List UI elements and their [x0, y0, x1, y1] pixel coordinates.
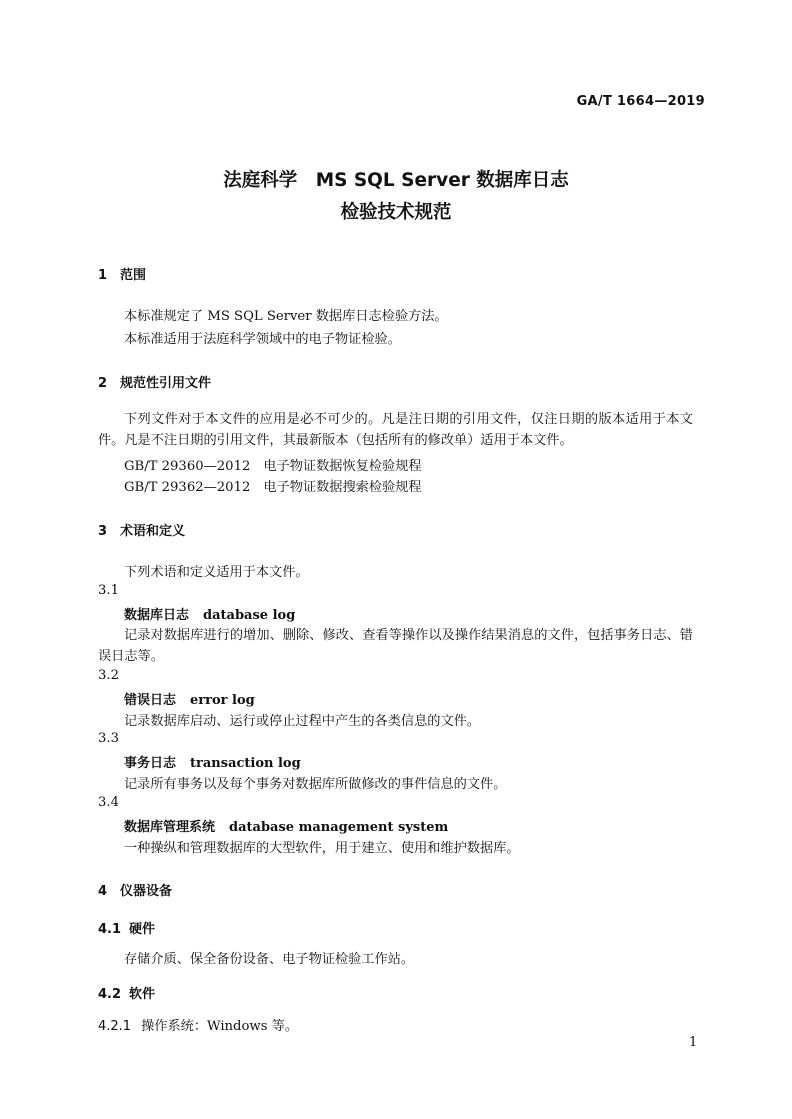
reference-1: [124, 455, 422, 474]
section-title: 软件: [129, 987, 156, 1002]
term-3-1: [124, 604, 295, 623]
section-number: 3: [98, 524, 108, 539]
page-number: 1: [689, 1035, 698, 1050]
term-zh: 错误日志: [124, 693, 177, 708]
section-title: 硬件: [129, 922, 156, 937]
section-4-2-1: [98, 1015, 298, 1034]
section-title: 规范性引用文件: [120, 376, 212, 391]
term-3-3-number: 3.3: [98, 731, 119, 746]
term-3-1-number: 3.1: [98, 583, 119, 598]
term-en: error log: [190, 693, 255, 708]
section-title: 范围: [120, 268, 147, 283]
term-3-2-definition: 记录数据库启动、运行或停止过程中产生的各类信息的文件。: [124, 714, 481, 729]
term-zh: 数据库管理系统: [124, 820, 216, 835]
reference-code: GB/T 29362—2012: [124, 480, 251, 495]
section-number: 1: [98, 268, 108, 283]
section-title: 仪器设备: [120, 884, 173, 899]
term-zh: 数据库日志: [124, 608, 190, 623]
section-2-intro: 下列文件对于本文件的应用是必不可少的。凡是注日期的引用文件，仅注日期的版本适用于本文件。凡是不注日期的引用文件，其最新版本（包括所有的修改单）适用于本文件。: [98, 412, 693, 448]
standard-code: GA/T 1664—2019: [576, 94, 705, 109]
reference-title: 电子物证数据搜索检验规程: [263, 480, 422, 495]
reference-2: [124, 476, 422, 495]
section-1-paragraph-2: 本标准适用于法庭科学领域中的电子物证检验。: [124, 332, 401, 347]
term-3-4-definition: 一种操纵和管理数据库的大型软件，用于建立、使用和维护数据库。: [124, 841, 520, 856]
section-3-intro: 下列术语和定义适用于本文件。: [124, 565, 309, 580]
term-3-3: [124, 752, 301, 771]
section-number: 4: [98, 884, 108, 899]
term-zh: 事务日志: [124, 756, 177, 771]
section-number: 4.1: [98, 922, 122, 937]
document-title-line2: 检验技术规范: [340, 202, 452, 223]
reference-code: GB/T 29360—2012: [124, 459, 251, 474]
section-body: 操作系统：Windows 等。: [141, 1019, 299, 1034]
section-4-heading: [98, 880, 172, 899]
term-3-2-number: 3.2: [98, 668, 119, 683]
term-3-2: [124, 689, 255, 708]
section-1-paragraph-1: 本标准规定了 MS SQL Server 数据库日志检验方法。: [124, 309, 448, 324]
term-3-4: [124, 816, 448, 835]
section-4-2-heading: [98, 983, 155, 1002]
term-3-3-definition: 记录所有事务以及每个事务对数据库所做修改的事件信息的文件。: [124, 777, 507, 792]
section-4-1-body: 存储介质、保全备份设备、电子物证检验工作站。: [124, 952, 415, 967]
section-3-heading: [98, 520, 185, 539]
section-title: 术语和定义: [120, 524, 186, 539]
term-3-4-number: 3.4: [98, 795, 119, 810]
term-en: database log: [203, 608, 296, 623]
reference-title: 电子物证数据恢复检验规程: [263, 459, 422, 474]
section-1-heading: [98, 264, 146, 283]
section-number: 4.2: [98, 987, 122, 1002]
document-title-line1: 法庭科学 MS SQL Server 数据库日志: [223, 170, 569, 191]
section-2-heading: [98, 372, 211, 391]
section-number: 4.2.1: [98, 1019, 132, 1034]
term-3-1-definition: 记录对数据库进行的增加、删除、修改、查看等操作以及操作结果消息的文件，包括事务日志、错误日志等。: [98, 628, 693, 664]
section-number: 2: [98, 376, 108, 391]
term-en: database management system: [229, 820, 449, 835]
term-en: transaction log: [190, 756, 301, 771]
section-4-1-heading: [98, 918, 155, 937]
